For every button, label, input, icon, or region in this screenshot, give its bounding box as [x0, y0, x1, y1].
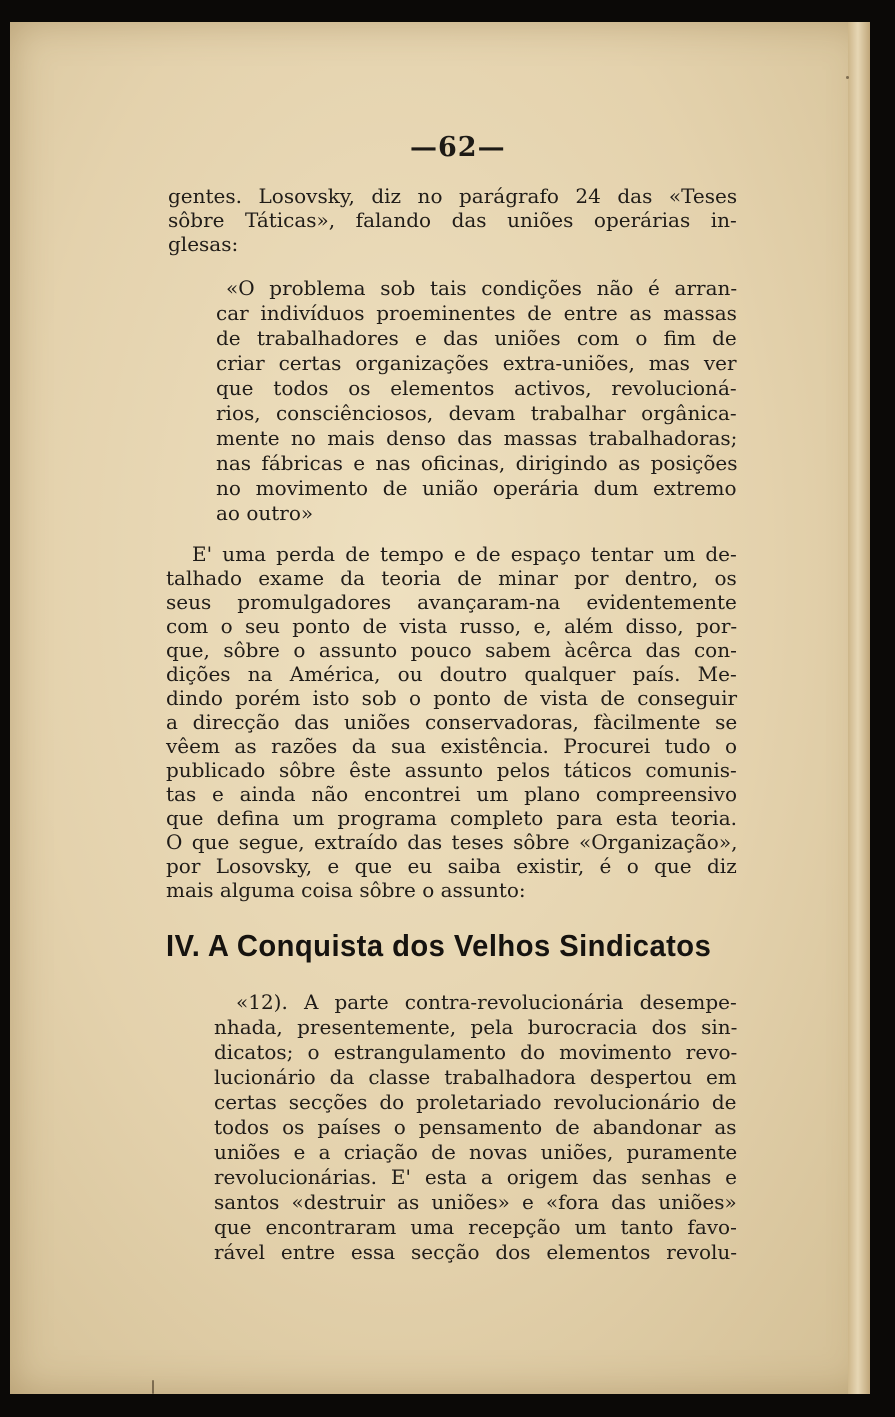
text-line: publicado sôbre êste assunto pelos táticos comunis-: [166, 758, 737, 782]
text-line: com o seu ponto de vista russo, e, além disso, por-: [166, 614, 738, 638]
section-heading: IV. A Conquista dos Velhos Sindicatos: [166, 928, 712, 963]
text-line: dicatos; o estrangulamento do movimento revo-: [214, 1040, 738, 1064]
text-line: «12). A parte contra-revolucionária desempe-: [236, 990, 737, 1014]
text-line: de trabalhadores e das uniões com o fim de: [216, 326, 737, 350]
page-number: —62—: [410, 132, 506, 163]
text-line: rios, consciênciosos, devam trabalhar orgânica-: [216, 401, 737, 425]
text-line: rável entre essa secção dos elementos revolu-: [214, 1240, 738, 1264]
text-line: talhado exame da teoria de minar por dentro, os: [166, 566, 737, 590]
text-line: vêem as razões da sua existência. Procurei tudo o: [166, 734, 738, 758]
text-line: ao outro»: [216, 501, 314, 525]
text-line: por Losovsky, e que eu saiba existir, é o que diz: [166, 854, 737, 878]
text-line: dindo porém isto sob o ponto de vista de conseguir: [166, 686, 738, 710]
text-line: que, sôbre o assunto pouco sabem àcêrca das con-: [166, 638, 737, 662]
text-line: que defina um programa completo para esta teoria.: [166, 806, 737, 830]
text-line: que todos os elementos activos, revolucioná-: [216, 376, 737, 400]
text-line: nas fábricas e nas oficinas, dirigindo as posições: [216, 451, 738, 475]
text-line: gentes. Losovsky, diz no parágrafo 24 das «Teses: [168, 184, 738, 208]
text-line: certas secções do proletariado revolucionário de: [214, 1090, 737, 1114]
text-line: O que segue, extraído das teses sôbre «Organização»,: [166, 830, 738, 854]
page-edge: [848, 22, 870, 1394]
text-line: dições na América, ou doutro qualquer país. Me-: [166, 662, 737, 686]
paper-speck: [846, 76, 849, 79]
text-line: no movimento de união operária dum extremo: [216, 476, 737, 500]
text-line: nhada, presentemente, pela burocracia dos sin-: [214, 1015, 738, 1039]
text-line: a direcção das uniões conservadoras, fàcilmente se: [166, 710, 738, 734]
text-line: glesas:: [168, 232, 239, 256]
text-line: sôbre Táticas», falando das uniões operárias in-: [168, 208, 737, 232]
text-line: mente no mais denso das massas trabalhadoras;: [216, 426, 738, 450]
text-line: que encontraram uma recepção um tanto favo-: [214, 1215, 737, 1239]
text-line: criar certas organizações extra-uniões, mas ver: [216, 351, 737, 375]
text-line: revolucionárias. E' esta a origem das senhas e: [214, 1165, 738, 1189]
text-line: todos os países o pensamento de abandonar as: [214, 1115, 737, 1139]
text-line: mais alguma coisa sôbre o assunto:: [166, 878, 526, 902]
text-line: santos «destruir as uniões» e «fora das uniões»: [214, 1190, 737, 1214]
text-line: E' uma perda de tempo e de espaço tentar um de-: [192, 542, 737, 566]
text-line: «O problema sob tais condições não é arran-: [226, 276, 738, 300]
text-line: car indivíduos proeminentes de entre as massas: [216, 301, 737, 325]
text-line: seus promulgadores avançaram-na evidentemente: [166, 590, 737, 614]
text-line: lucionário da classe trabalhadora despertou em: [214, 1065, 737, 1089]
text-line: uniões e a criação de novas uniões, puramente: [214, 1140, 738, 1164]
text-line: tas e ainda não encontrei um plano compreensivo: [166, 782, 738, 806]
paper-speck: [152, 1380, 154, 1394]
